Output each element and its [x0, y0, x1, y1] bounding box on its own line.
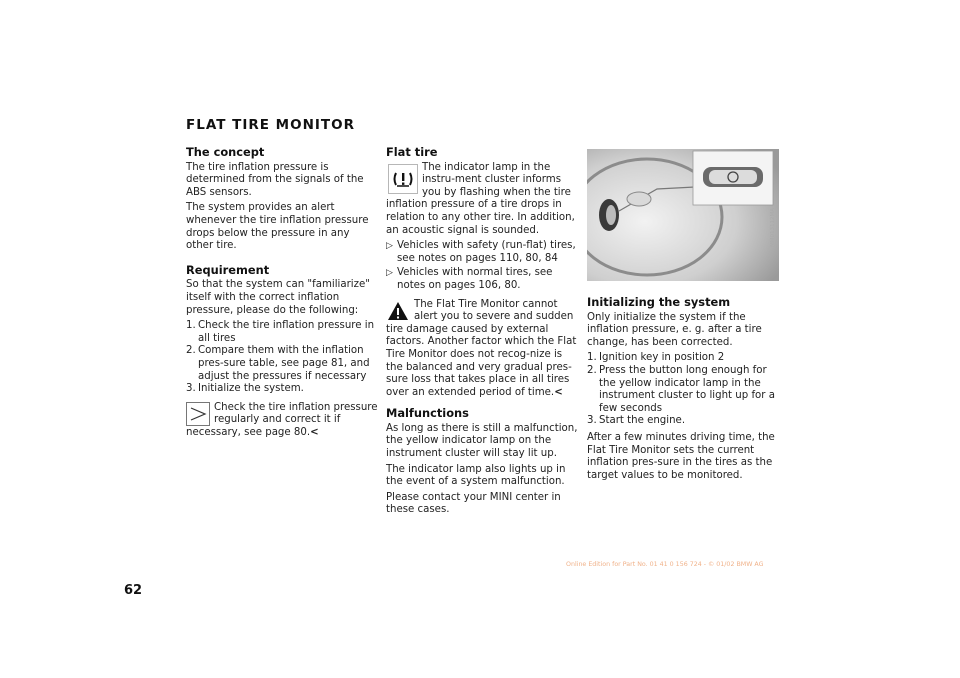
instrument-cluster-photo — [587, 149, 779, 281]
malfunctions-paragraph-3: Please contact your MINI center in these cases. — [386, 491, 561, 516]
note-icon — [186, 402, 210, 426]
end-mark: < — [310, 426, 319, 438]
column-right — [587, 296, 779, 485]
footer-text: Online Edition for Part No. 01 41 0 156 724 - © 01/02 BMW AG — [566, 561, 764, 568]
arrow-bullet-icon: ▷ — [386, 268, 393, 279]
page-title: FLAT TIRE MONITOR — [186, 117, 355, 133]
figure-code: MM013112MA — [770, 208, 776, 247]
column-left — [186, 146, 378, 439]
tire-warning-lamp-icon — [388, 164, 418, 194]
initializing-paragraph-1: Only initialize the system if the inflation pressure, e. g. after a tire change, has been corrected. — [587, 311, 762, 348]
list-item: 3. Start the engine. — [587, 415, 686, 427]
flat-tire-bullets — [386, 240, 578, 292]
flat-tire-paragraph: The indicator lamp in the instru-ment cluster informs you by flashing when the tire inflation pressure of a tire drops in relation to any other tire. In addition, an acoustic signal is sounded. — [386, 161, 575, 236]
cluster-illustration — [587, 149, 779, 281]
concept-paragraph-1: The tire inflation pressure is determined from the signals of the ABS sensors. — [186, 161, 364, 198]
concept-heading: The concept — [186, 145, 265, 159]
malfunctions-paragraph-1: As long as there is still a malfunction, the yellow indicator lamp on the instrument cluster will stay lit up. — [386, 422, 578, 460]
requirement-intro: So that the system can "familiarize" itself with the correct inflation pressure, please do the following: — [186, 279, 370, 316]
note-block — [186, 402, 378, 440]
column-middle — [386, 146, 578, 520]
list-item: 3. Initialize the system. — [186, 383, 304, 395]
warning-block — [386, 299, 578, 400]
list-item: ▷ Vehicles with normal tires, see notes on pages 106, 80. — [386, 267, 553, 291]
list-item: ▷ Vehicles with safety (run-flat) tires, see notes on pages 110, 80, 84 — [386, 240, 576, 264]
note-text: Check the tire inflation pressure regularly and correct it if necessary, see page 80. — [186, 401, 378, 438]
list-item: 2. Press the button long enough for the yellow indicator lamp in the instrument cluster to light up for a few seconds — [587, 364, 775, 414]
initializing-paragraph-2: After a few minutes driving time, the Flat Tire Monitor sets the current inflation pres-sure in the tires as the target values to be monitored. — [587, 431, 775, 481]
initializing-heading: Initializing the system — [587, 295, 731, 309]
requirement-steps — [186, 320, 378, 396]
flat-tire-heading: Flat tire — [386, 145, 438, 159]
warning-text: The Flat Tire Monitor cannot alert you to severe and sudden tire damage caused by external factors. Another factor which the Flat Tire Monitor does not recog-nize is the balanced and very gradual pres-sure loss that takes place in all tires over an extended period of time. — [386, 298, 577, 398]
end-mark: < — [554, 386, 563, 398]
list-item: 2. Compare them with the inflation pres-sure table, see page 81, and adjust the pressures if necessary — [186, 345, 370, 382]
list-item: 1. Ignition key in position 2 — [587, 352, 725, 364]
concept-paragraph-2: The system provides an alert whenever the tire inflation pressure drops below the pressure in any other tire. — [186, 202, 369, 252]
initializing-steps — [587, 352, 779, 428]
requirement-heading: Requirement — [186, 262, 270, 277]
page-number: 62 — [124, 583, 143, 598]
warning-icon — [386, 299, 410, 323]
list-item: 1. Check the tire inflation pressure in all tires — [186, 320, 375, 344]
malfunctions-paragraph-2: The indicator lamp also lights up in the event of a system malfunction. — [386, 463, 566, 488]
malfunctions-heading: Malfunctions — [386, 406, 469, 421]
arrow-bullet-icon: ▷ — [386, 241, 393, 252]
